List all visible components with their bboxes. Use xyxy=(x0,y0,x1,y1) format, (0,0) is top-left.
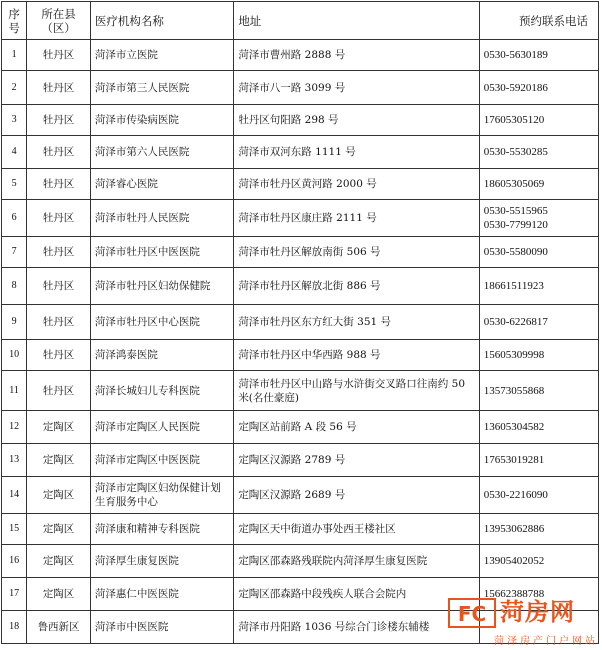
cell-no: 2 xyxy=(2,71,27,105)
cell-county: 牡丹区 xyxy=(27,136,91,169)
cell-no: 1 xyxy=(2,40,27,71)
cell-address: 菏泽市牡丹区中华西路 988 号 xyxy=(234,340,479,371)
cell-hospital-name: 菏泽市传染病医院 xyxy=(90,105,233,136)
cell-phone: 18661511923 xyxy=(479,268,598,305)
cell-phone: 0530-5515965 0530-7799120 xyxy=(479,200,598,237)
cell-hospital-name: 菏泽市牡丹人民医院 xyxy=(90,200,233,237)
cell-no: 4 xyxy=(2,136,27,169)
cell-address: 定陶区站前路 A 段 56 号 xyxy=(234,411,479,444)
cell-hospital-name: 菏泽市牡丹区妇幼保健院 xyxy=(90,268,233,305)
cell-address: 牡丹区句阳路 298 号 xyxy=(234,105,479,136)
table-row xyxy=(2,477,599,514)
cell-hospital-name: 菏泽市立医院 xyxy=(90,40,233,71)
cell-hospital-name: 菏泽睿心医院 xyxy=(90,169,233,200)
table-row xyxy=(2,444,599,477)
cell-phone: 13905402052 xyxy=(479,545,598,578)
cell-phone: 17653019281 xyxy=(479,444,598,477)
table-row xyxy=(2,237,599,268)
cell-phone: 0530-2216090 xyxy=(479,477,598,514)
cell-phone: 13573055868 xyxy=(479,371,598,411)
cell-hospital-name: 菏泽康和精神专科医院 xyxy=(90,514,233,545)
cell-county: 牡丹区 xyxy=(27,340,91,371)
cell-county: 牡丹区 xyxy=(27,237,91,268)
watermark-subtitle: 菏泽房产门户网站 xyxy=(494,636,598,647)
cell-hospital-name: 菏泽市第三人民医院 xyxy=(90,71,233,105)
cell-hospital-name: 菏泽惠仁中医医院 xyxy=(90,578,233,611)
cell-address: 菏泽市双河东路 1111 号 xyxy=(234,136,479,169)
table-row xyxy=(2,71,599,105)
cell-address: 菏泽市八一路 3099 号 xyxy=(234,71,479,105)
table-row xyxy=(2,268,599,305)
cell-phone: 13953062886 xyxy=(479,514,598,545)
cell-no: 12 xyxy=(2,411,27,444)
cell-address: 菏泽市牡丹区东方红大街 351 号 xyxy=(234,305,479,340)
cell-hospital-name: 菏泽长城妇儿专科医院 xyxy=(90,371,233,411)
cell-address: 菏泽市牡丹区康庄路 2111 号 xyxy=(234,200,479,237)
cell-county: 定陶区 xyxy=(27,444,91,477)
cell-address: 菏泽市曹州路 2888 号 xyxy=(234,40,479,71)
cell-county: 鲁西新区 xyxy=(27,611,91,644)
cell-no: 8 xyxy=(2,268,27,305)
cell-address: 菏泽市牡丹区解放北街 886 号 xyxy=(234,268,479,305)
cell-hospital-name: 菏泽市定陶区人民医院 xyxy=(90,411,233,444)
cell-phone: 18605305069 xyxy=(479,169,598,200)
cell-address: 定陶区天中街道办事处西王楼社区 xyxy=(234,514,479,545)
table-row xyxy=(2,514,599,545)
table-row xyxy=(2,340,599,371)
table-row xyxy=(2,40,599,71)
table-body xyxy=(2,40,599,644)
table-row xyxy=(2,371,599,411)
cell-county: 定陶区 xyxy=(27,578,91,611)
cell-county: 定陶区 xyxy=(27,514,91,545)
table-row xyxy=(2,545,599,578)
cell-phone: 0530-5920186 xyxy=(479,71,598,105)
cell-address: 菏泽市牡丹区中山路与水浒街交叉路口往南约 50 米(名仕豪庭) xyxy=(234,371,479,411)
site-logo-icon xyxy=(448,596,496,630)
cell-county: 牡丹区 xyxy=(27,371,91,411)
table-row xyxy=(2,136,599,169)
cell-address: 菏泽市牡丹区解放南街 506 号 xyxy=(234,237,479,268)
cell-county: 定陶区 xyxy=(27,477,91,514)
cell-address: 菏泽市牡丹区黄河路 2000 号 xyxy=(234,169,479,200)
cell-hospital-name: 菏泽市中医医院 xyxy=(90,611,233,644)
header-phone: 预约联系电话 xyxy=(479,2,598,40)
cell-no: 17 xyxy=(2,578,27,611)
table-row xyxy=(2,305,599,340)
cell-no: 9 xyxy=(2,305,27,340)
cell-phone: 15605309998 xyxy=(479,340,598,371)
cell-address: 定陶区汉源路 2689 号 xyxy=(234,477,479,514)
cell-address: 定陶区汉源路 2789 号 xyxy=(234,444,479,477)
cell-phone: 15662388788 xyxy=(479,578,598,611)
cell-hospital-name: 菏泽市第六人民医院 xyxy=(90,136,233,169)
table-row xyxy=(2,169,599,200)
header-row xyxy=(2,2,599,40)
cell-county: 牡丹区 xyxy=(27,169,91,200)
header-address: 地址 xyxy=(234,2,479,40)
cell-county: 牡丹区 xyxy=(27,105,91,136)
cell-no: 7 xyxy=(2,237,27,268)
cell-no: 6 xyxy=(2,200,27,237)
cell-phone: 13605304582 xyxy=(479,411,598,444)
cell-county: 定陶区 xyxy=(27,545,91,578)
cell-county: 牡丹区 xyxy=(27,305,91,340)
watermark xyxy=(448,592,598,650)
cell-address: 定陶区邵森路中段残疾人联合会院内 xyxy=(234,578,479,611)
cell-no: 5 xyxy=(2,169,27,200)
cell-no: 15 xyxy=(2,514,27,545)
cell-county: 牡丹区 xyxy=(27,200,91,237)
header-name: 医疗机构名称 xyxy=(90,2,233,40)
cell-no: 14 xyxy=(2,477,27,514)
cell-no: 13 xyxy=(2,444,27,477)
cell-phone: 0530-5530285 xyxy=(479,136,598,169)
cell-hospital-name: 菏泽厚生康复医院 xyxy=(90,545,233,578)
table-row xyxy=(2,200,599,237)
cell-no: 3 xyxy=(2,105,27,136)
cell-hospital-name: 菏泽市牡丹区中医医院 xyxy=(90,237,233,268)
cell-address: 菏泽市丹阳路 1036 号综合门诊楼东辅楼 xyxy=(234,611,479,644)
cell-no: 10 xyxy=(2,340,27,371)
cell-county: 定陶区 xyxy=(27,411,91,444)
header-no: 序 号 xyxy=(2,2,27,40)
cell-hospital-name: 菏泽市牡丹区中心医院 xyxy=(90,305,233,340)
hospital-table xyxy=(1,1,599,644)
cell-phone: 17605305120 xyxy=(479,105,598,136)
table-row xyxy=(2,411,599,444)
cell-hospital-name: 菏泽市定陶区妇幼保健计划生育服务中心 xyxy=(90,477,233,514)
header-county: 所在县 （区） xyxy=(27,2,91,40)
logo-text: FC xyxy=(457,602,487,626)
table-row xyxy=(2,105,599,136)
cell-no: 18 xyxy=(2,611,27,644)
cell-phone: 0530-6226817 xyxy=(479,305,598,340)
cell-no: 16 xyxy=(2,545,27,578)
watermark-title: 菏房网 xyxy=(500,598,575,626)
cell-hospital-name: 菏泽市定陶区中医医院 xyxy=(90,444,233,477)
cell-no: 11 xyxy=(2,371,27,411)
cell-county: 牡丹区 xyxy=(27,40,91,71)
cell-hospital-name: 菏泽鸿泰医院 xyxy=(90,340,233,371)
cell-phone: 0530-5580090 xyxy=(479,237,598,268)
cell-county: 牡丹区 xyxy=(27,71,91,105)
cell-county: 牡丹区 xyxy=(27,268,91,305)
cell-address: 定陶区邵森路残联院内菏泽厚生康复医院 xyxy=(234,545,479,578)
cell-phone: 0530-5630189 xyxy=(479,40,598,71)
